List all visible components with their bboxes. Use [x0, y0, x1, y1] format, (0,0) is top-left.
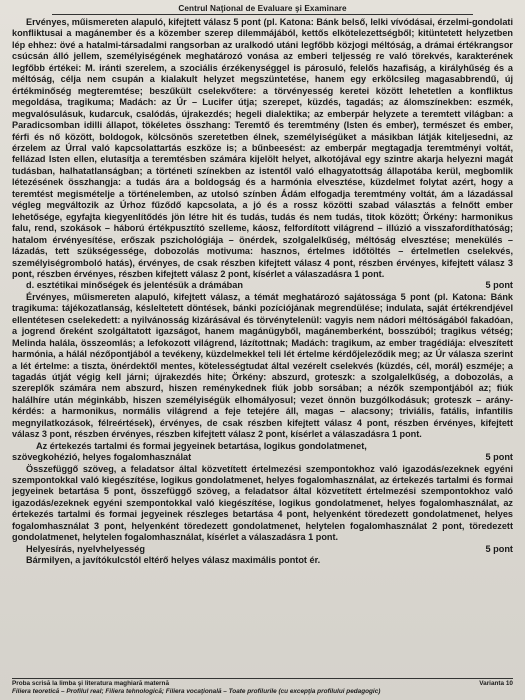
paragraph-3: Összefüggő szöveg, a feladatsor által közvetített értelmezési szempontokhoz való igazodás/ezeknek egyéni szempontokkal való kiegészítése, logikus gondolatmenet, helyes fogalomhasználat, az értekezés tartalmi és formai jegyeinek betartása 5 pont, összefüggő szöveg, a feladatsor által közvetített értelmezési szempontokhoz való igazodás/ezeknek egyéni szempontokkal való kiegészítése, logikus gondolatmenet, helyes fogalomhasználat, az értekezés tartalmi és formai jegyeinek részleges betartása 4 pont, helyenként töredezett gondolatmenet, helyes fogalomhasználat 3 pont, helyenként töredezett gondolatmenet, helytelen fogalomhasználat 2 pont, töredezett gondolatmenet, helytelen fogalomhasználat, kísérlet a válaszadásra 1 pont.	[12, 463, 513, 543]
section-d-title: d. esztétikai minőségek és jelentésük a drámában	[26, 280, 244, 291]
section-d-points: 5 pont	[485, 280, 513, 291]
page-footer	[12, 678, 513, 696]
section-form-line2-row	[12, 452, 513, 463]
section-form-heading	[12, 441, 513, 464]
footer-row-1	[12, 680, 513, 688]
section-d-heading	[12, 280, 513, 291]
document-body	[12, 17, 513, 567]
section-form-line1: Az értekezés tartalmi és formai jegyeinek betartása, logikus gondolatmenet,	[36, 440, 367, 451]
footer-variant: Varianta 10	[479, 680, 513, 687]
footer-exam-title: Proba scrisă la limba şi literatura maghiară maternă	[12, 680, 169, 687]
section-lang-heading	[12, 544, 513, 555]
section-form-points: 5 pont	[485, 452, 513, 463]
section-lang-points: 5 pont	[485, 543, 513, 554]
section-lang-title: Helyesírás, nyelvhelyesség	[26, 543, 146, 554]
page-header: Centrul Naţional de Evaluare şi Examinare	[52, 4, 473, 15]
footer-profile: Filiera teoretică – Profilul real; Filiera tehnologică; Filiera vocaţională – Toate profilurile (cu excepţia profilului pedagogic)	[12, 688, 381, 695]
paragraph-2: Érvényes, műismereten alapuló, kifejtett válasz, a témát meghatározó sajátossága 5 pont (pl. Katona: Bánk tragikuma: tájékozatlanság, késleltetett döntések, bánki pozíciójának megrendülése; indulata, saját értékrendjével ellentétesen cselekedett: a nyilvánosság kizárásával és törvénytelenül: vagyis nem nádori méltóságából fakadóan, a jogrend őreként szolgáltatott igazságot, hanem magánügyből, magánemberként, bosszúból; tragikus vétség; Melinda halála, összeomlás; a lefokozott világrend, lázítottnak; Madách: tragikum, az ember tragédiája: elveszített harmónia, a hálál nézőpontjából a tevékeny, küzdelmekkel teli lét értelme kérdőjeleződik meg; az Úr válasza szerint a lét értelme: a tiszta, önérdektől mentes, kötelességtudat által vezérelt cselekvés (küzdés, cél, morál) eszméje; a tagadás útját végig kell járni; újrakezdés hite; Örkény: abszurd, groteszk: a szolgalelkűség, a dobozolás, a szereplők számára nem abszurd, hiszen reménykednek fiúk jobb sorsában; a nézők szempontjából az; fiúk halálhíre után méginkább, hiszen személyiségük elhomályosul; vezet önnön buzgólkodásuk; groteszk – arány-kérdés: a harmonikus, normális világrend a feje tetejére áll, magas – alacsony; triviális, fatális, infantilis megnyilatkozások, félreértések), érvényes, de csak részben kifejtett válasz 4 pont, részben érvényes, kifejtett válasz 3 pont, részben érvényes, részben kifejtett válasz 2 pont, kísérlet a válaszadásra 1 pont.	[12, 291, 513, 440]
paragraph-1: Ervényes, műismereten alapuló, kifejtett válasz 5 pont (pl. Katona: Bánk belső, lelki vívódásai, érzelmi-gondolati konfliktusai a magánember és a közember szerep dilemmájából, kettős elkötelezettségből; kitüntetett helyzetben lép ehhez: övé a hatalmi-társadalmi rangsorban az uralkodó utáni legfőbb közjogi méltóság, a drámai értékrangsor csúcsán álló jellem, személyiségének meghatározó vonása az emberi teljesség re való törekvés, karakterének legfőbb értékei: M. iránti szerelem, a szociális érzékenységgel is párosuló, felelős hazafiság, a királyhűség és a méltóság, célja nem csupán a kialakult helyzet megszüntetése, hanem egy erkölcsileg magasabbrendű, új értékminőség megteremtése; beszűkült cselekvőtere: a törvényesség keretei között lehetetlen a konfliktus megoldása, tragikuma; Madách: az Úr – Lucifer útja; szerepet, küzdés, tagadás; az álomszínekben: eszmék, megvalósulásuk, kudarcuk, csalódás, újrakezdés; hegeli dialektika; az emberpár helyzete a teremtett világban: a Paradicsomban idilli állapot, tökéletes összhang: Teremtő és teremtmény (Isten és ember), természet és ember, férfi és nő között, boldogok, kölcsönös szeretetben élnek, személyiségüket a másikban látják kiteljesedni, az érzelem az Úrral való kapcsolattartás eszköze is; a bűnbeesést: az emberpár megtagadja teremtményi voltát, fellázad Isten ellen, elutasítja a teremtésben számára kijelölt helyet, alkotójával egy szintre akarja helyezni magát tudásban, halhatatlanságban; a történeti színekben az istentől való elhagyatottság állapotába kerül, megbomlik létezésének összhangja: a tudás ára a boldogság és a harmónia elvesztése, küzdelmet folytat azért, hogy a teremtést megismételje a történelemben, az utolsó színben Ádám elfogadja teremtmény voltát, ám a lázadással végleg megváltozik az Úrhoz fűződő kapcsolata, a jó és a rossz közötti szabad választás a felnőtt ember lehetősége, egyfajta kiegyenlítődés jön létre hit és tudás, tudás és nem tudás, titok között; Örkény: harmonikus falu, rend, szokások – háború értékpusztító szelleme, káosz, felfordított világrend – illúzió a visszafordíthatóság; hatalom érvényesítése, erőszak pszichológiája – önérdek, szolgalelkűség, méltóság elvesztése; menekülés – lázadás, tett szükségessége, dobozolás motivuma: hasznos, értelmes időtöltés – értelmetlen cselekvés, személyiségromboló hatás), érvényes, de csak részben kifejtett válasz 4 pont, részben érvényes, kifejtett válasz 3 pont, részben érvényes, részben kifejtett válasz 2 pont, kísérlet a válaszadásra 1 pont.	[12, 17, 513, 279]
paragraph-4: Bármilyen, a javítókulcstól eltérő helyes válasz maximális pontot ér.	[26, 555, 321, 566]
section-form-line2: szövegkohézió, helyes fogalomhasználat	[12, 452, 192, 463]
